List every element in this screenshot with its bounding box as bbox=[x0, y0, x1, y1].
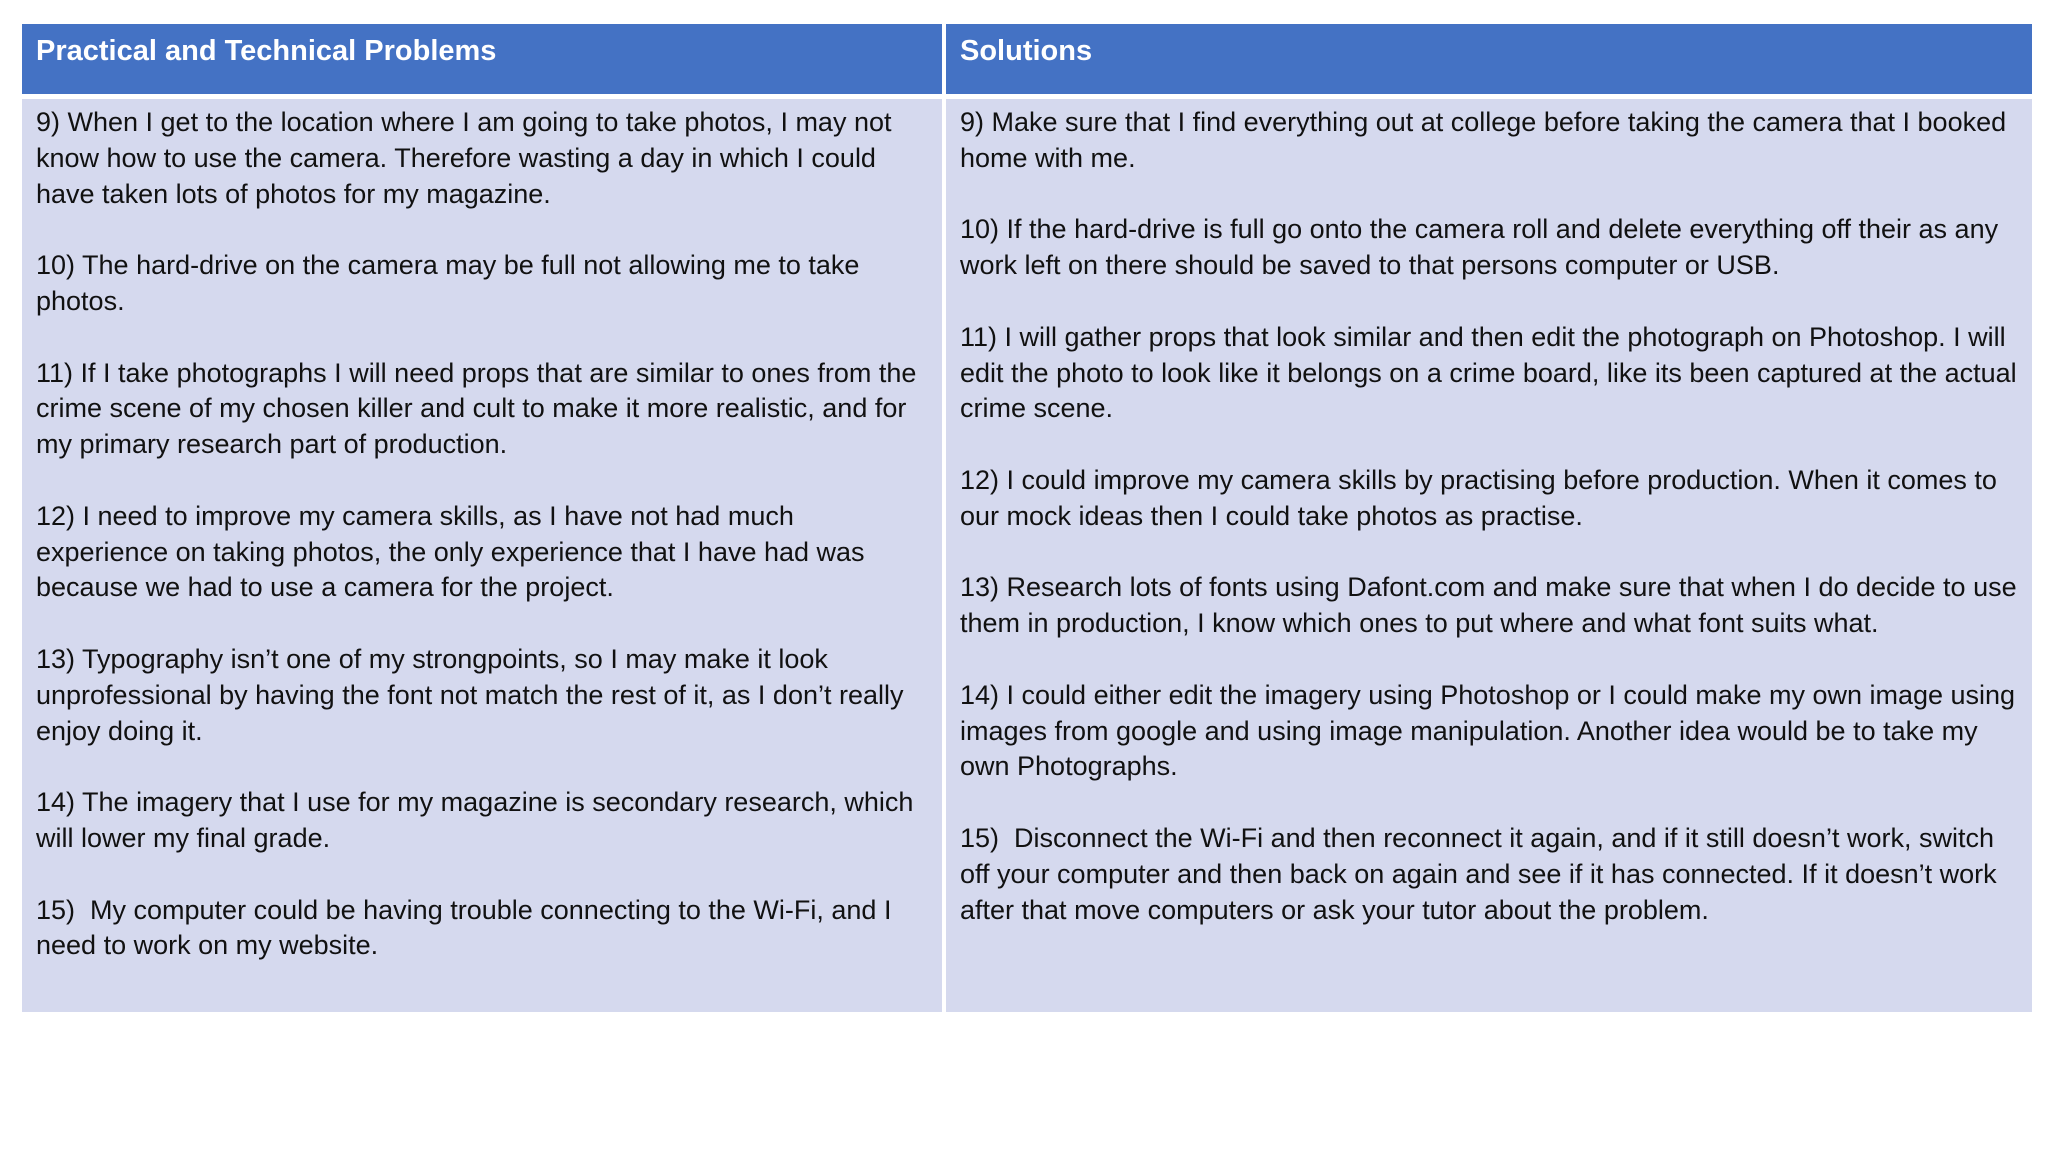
solution-item: 10) If the hard-drive is full go onto the camera roll and delete everything off their as any work left on there should be saved to that persons computer or USB. bbox=[960, 214, 2006, 281]
table-header-row bbox=[22, 24, 2032, 94]
solution-item: 9) Make sure that I find everything out at college before taking the camera that I booked home with me. bbox=[960, 107, 2014, 173]
solution-item: 12) I could improve my camera skills by practising before production. When it comes to our mock ideas then I could take photos as practise. bbox=[960, 464, 2005, 531]
solutions-cell bbox=[946, 99, 2032, 1012]
header-problems: Practical and Technical Problems bbox=[22, 24, 942, 94]
problems-cell bbox=[22, 99, 942, 1012]
problem-item: 12) I need to improve my camera skills, as I have not had much experience on taking photos, the only experience that I have had was because we had to use a camera for the project. bbox=[36, 500, 873, 603]
problem-item: 9) When I get to the location where I am going to take photos, I may not know how to use the camera. Therefore wasting a day in which I could have taken lots of photos for my magazine. bbox=[36, 107, 899, 209]
solution-item: 11) I will gather props that look similar and then edit the photograph on Photoshop. I will edit the photo to look like it belongs on a crime board, like its been captured at the actual crime scene. bbox=[960, 321, 2025, 424]
solution-item: 14) I could either edit the imagery using Photoshop or I could make my own image using images from google and using image manipulation. Another idea would be to take my own Photographs. bbox=[960, 679, 2023, 782]
problem-item: 11) If I take photographs I will need props that are similar to ones from the crime scene of my chosen killer and cult to make it more realistic, and for my primary research part of production. bbox=[36, 357, 924, 460]
solution-item: 15) Disconnect the Wi-Fi and then reconnect it again, and if it still doesn’t work, switch off your computer and then back on again and see if it has connected. If it doesn’t work after that move computers or ask your tutor about the problem. bbox=[960, 822, 2005, 925]
problem-item: 13) Typography isn’t one of my strongpoints, so I may make it look unprofessional by having the font not match the rest of it, as I don’t really enjoy doing it. bbox=[36, 643, 912, 746]
problem-item: 15) My computer could be having trouble connecting to the Wi-Fi, and I need to work on my website. bbox=[36, 894, 899, 961]
header-solutions: Solutions bbox=[946, 24, 2032, 94]
problem-item: 10) The hard-drive on the camera may be full not allowing me to take photos. bbox=[36, 250, 867, 316]
solution-item: 13) Research lots of fonts using Dafont.com and make sure that when I do decide to use them in production, I know which ones to put where and what font suits what. bbox=[960, 572, 2025, 639]
problems-solutions-table bbox=[22, 24, 2032, 1012]
problem-item: 14) The imagery that I use for my magazine is secondary research, which will lower my final grade. bbox=[36, 787, 921, 853]
